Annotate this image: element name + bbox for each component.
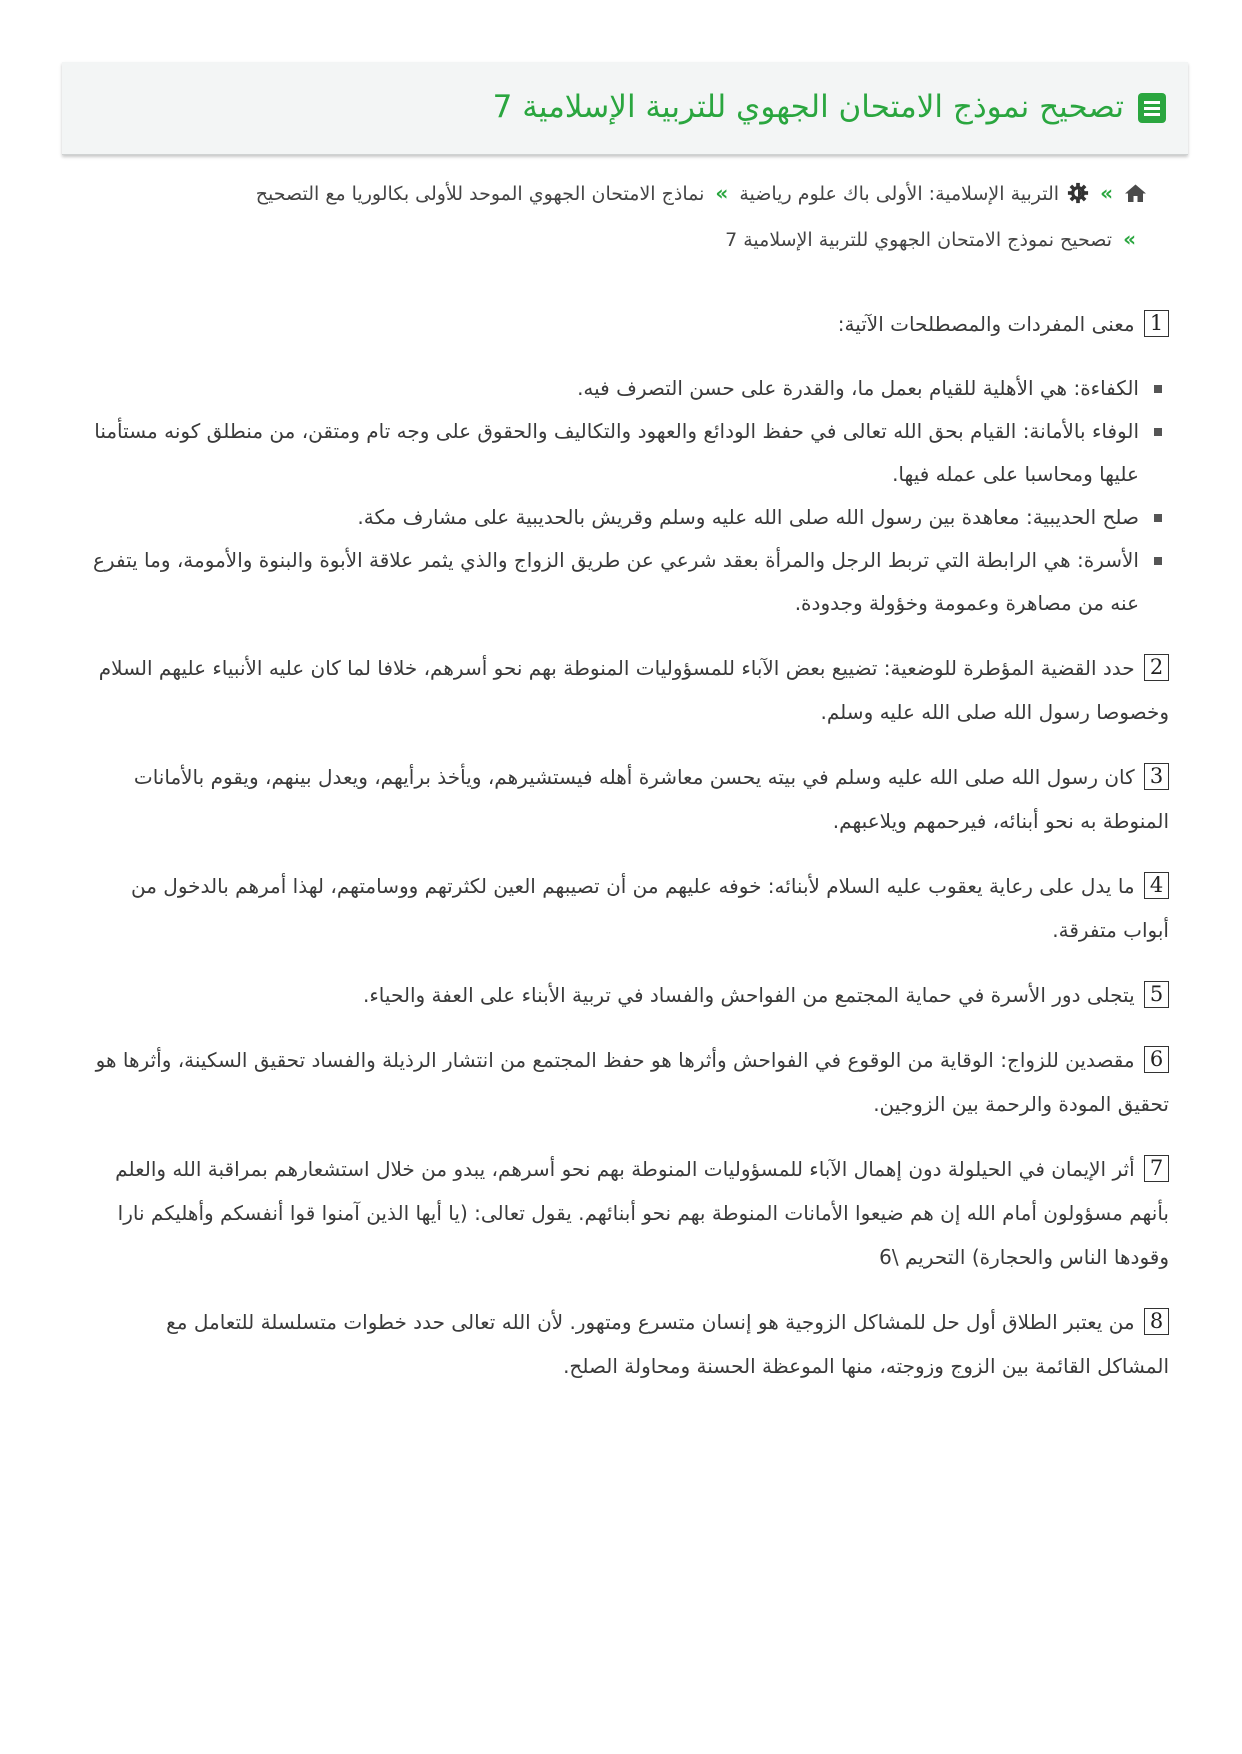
answer-item (90, 755, 1169, 843)
answer-text: حدد القضية المؤطرة للوضعية: تضييع بعض الآباء للمسؤوليات المنوطة بهم نحو أسرهم، خلافا لما كان عليه الأنبياء عليهم السلام وخصوصا رسول الله صلى الله عليه وسلم. (98, 656, 1169, 724)
definition-text: الكفاءة: هي الأهلية للقيام بعمل ما، والقدرة على حسن التصرف فيه. (577, 376, 1139, 400)
answer-number: 6 (1144, 1046, 1169, 1073)
page-header (62, 62, 1188, 155)
square-bullet-icon (1154, 514, 1162, 522)
answer-paragraph (90, 1147, 1169, 1279)
square-bullet-icon (1154, 557, 1162, 565)
breadcrumb-item-exam-models[interactable]: نماذج الامتحان الجهوي الموحد للأولى بكالوريا مع التصحيح (255, 183, 705, 205)
answer-paragraph (90, 973, 1169, 1017)
answer-paragraph (90, 755, 1169, 843)
document-list-icon (1137, 92, 1167, 124)
breadcrumb-separator: » (1123, 227, 1136, 251)
answers-content (90, 302, 1169, 1409)
definition-text: الأسرة: هي الرابطة التي تربط الرجل والمرأة بعقد شرعي عن طريق الزواج والذي يثمر علاقة الأبوة والبنوة والأمومة، وما يتفرع عنه من مصاهرة وعمومة وخؤولة وجدودة. (92, 548, 1139, 615)
answer-item (90, 302, 1169, 625)
definition-item (90, 367, 1169, 410)
answer-paragraph (90, 1300, 1169, 1388)
answer-number: 1 (1144, 310, 1169, 337)
breadcrumb (90, 171, 1147, 263)
definition-item (90, 410, 1169, 496)
answer-text: ما يدل على رعاية يعقوب عليه السلام لأبنائه: خوفه عليهم من أن تصيبهم العين لكثرتهم ووسامتهم، لهذا أمرهم بالدخول من أبواب متفرقة. (131, 874, 1169, 942)
answer-number: 8 (1144, 1308, 1169, 1335)
breadcrumb-separator: » (715, 181, 729, 205)
answer-text: يتجلى دور الأسرة في حماية المجتمع من الفواحش والفساد في تربية الأبناء على العفة والحياء. (363, 983, 1135, 1007)
answer-paragraph (90, 864, 1169, 952)
definition-text: الوفاء بالأمانة: القيام بحق الله تعالى في حفظ الودائع والعهود والتكاليف والحقوق على وجه تام ومتقن، من منطلق كونه مستأمنا عليها ومحاسبا على عمله فيها. (94, 419, 1139, 486)
answer-number: 2 (1144, 654, 1169, 681)
definition-item (90, 496, 1169, 539)
breadcrumb-row (90, 217, 1147, 263)
answer-item (90, 1038, 1169, 1126)
definition-text: صلح الحديبية: معاهدة بين رسول الله صلى الله عليه وسلم وقريش بالحديبية على مشارف مكة. (357, 505, 1139, 529)
answer-text: كان رسول الله صلى الله عليه وسلم في بيته يحسن معاشرة أهله فيستشيرهم، ويأخذ برأيهم، ويعدل بينهم، ويقوم بالأمانات المنوطة به نحو أبنائه، فيرحمهم ويلاعبهم. (133, 765, 1169, 833)
answer-number: 7 (1144, 1155, 1169, 1182)
answer-paragraph (90, 646, 1169, 734)
answer-number: 3 (1144, 763, 1169, 790)
answer-text: أثر الإيمان في الحيلولة دون إهمال الآباء للمسؤوليات المنوطة بهم نحو أسرهم، يبدو من خلال استشعارهم بمراقبة الله والعلم بأنهم مسؤولون أمام الله إن هم ضيعوا الأمانات المنوطة بهم نحو أبنائهم. يقول تعالى: (يا أيها الذين آمنوا قوا أنفسكم وأهليكم نارا وقودها الناس والحجارة) التحريم \6 (115, 1157, 1169, 1269)
answer-number: 4 (1144, 872, 1169, 899)
answer-number: 5 (1144, 981, 1169, 1008)
breadcrumb-item-label: التربية الإسلامية: الأولى باك علوم رياضية (739, 183, 1060, 205)
answer-text: معنى المفردات والمصطلحات الآتية: (837, 312, 1135, 336)
answer-item (90, 646, 1169, 734)
gear-icon (1067, 182, 1089, 204)
breadcrumb-separator: » (1100, 181, 1113, 205)
home-icon[interactable] (1124, 183, 1147, 203)
breadcrumb-item-current: تصحيح نموذج الامتحان الجهوي للتربية الإسلامية 7 (725, 229, 1113, 251)
definitions-list (90, 367, 1169, 625)
answer-paragraph (90, 302, 1169, 346)
square-bullet-icon (1154, 428, 1162, 436)
answer-item (90, 864, 1169, 952)
answer-paragraph (90, 1038, 1169, 1126)
answer-item (90, 1147, 1169, 1279)
answer-item (90, 1300, 1169, 1388)
answer-text: مقصدين للزواج: الوقاية من الوقوع في الفواحش وأثرها هو حفظ المجتمع من انتشار الرذيلة والفساد تحقيق السكينة، وأثرها هو تحقيق المودة والرحمة بين الزوجين. (95, 1048, 1169, 1116)
square-bullet-icon (1154, 385, 1162, 393)
definition-item (90, 539, 1169, 625)
page-title: تصحيح نموذج الامتحان الجهوي للتربية الإسلامية 7 (492, 89, 1124, 126)
breadcrumb-row (90, 171, 1147, 217)
breadcrumb-item-category[interactable] (739, 183, 1089, 205)
answer-item (90, 973, 1169, 1017)
answer-text: من يعتبر الطلاق أول حل للمشاكل الزوجية هو إنسان متسرع ومتهور. لأن الله تعالى حدد خطوات متسلسلة للتعامل مع المشاكل القائمة بين الزوج وزوجته، منها الموعظة الحسنة ومحاولة الصلح. (166, 1310, 1169, 1378)
